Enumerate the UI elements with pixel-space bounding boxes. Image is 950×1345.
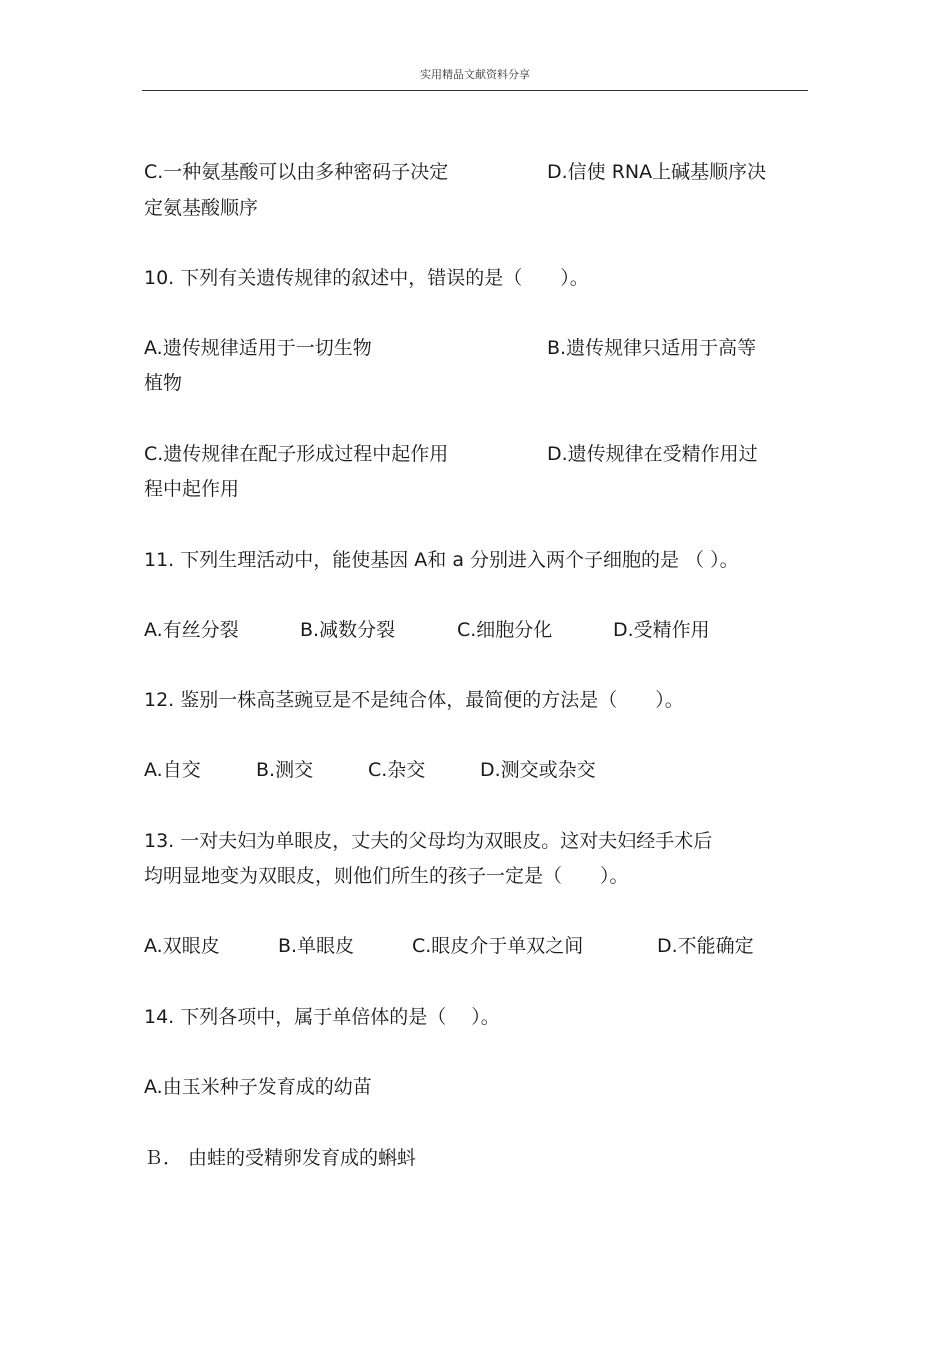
q11-option-d: D.受精作用 bbox=[613, 619, 710, 641]
q10-option-c: C.遗传规律在配子形成过程中起作用 bbox=[144, 443, 449, 465]
q11-option-a: A.有丝分裂 bbox=[144, 619, 239, 641]
q13-option-d: D.不能确定 bbox=[657, 935, 754, 957]
q10-stem: 10. 下列有关遗传规律的叙述中，错误的是（ ）。 bbox=[144, 267, 589, 289]
q9-option-d: D.信使 RNA上碱基顺序决 bbox=[547, 161, 767, 183]
q11-option-b: B.减数分裂 bbox=[300, 619, 396, 641]
q14-stem: 14. 下列各项中，属于单倍体的是（ ）。 bbox=[144, 1006, 500, 1028]
q12-option-c: C.杂交 bbox=[368, 759, 426, 781]
q9-option-c: C.一种氨基酸可以由多种密码子决定 bbox=[144, 161, 449, 183]
q10-option-a: A.遗传规律适用于一切生物 bbox=[144, 337, 372, 359]
q14-option-a: A.由玉米种子发育成的幼苗 bbox=[144, 1076, 372, 1098]
header-title: 实用精品文献资料分享 bbox=[420, 68, 530, 81]
q12-option-b: B.测交 bbox=[256, 759, 314, 781]
header-rule bbox=[142, 90, 808, 91]
q11-option-c: C.细胞分化 bbox=[457, 619, 553, 641]
q13-stem-line1: 13. 一对夫妇为单眼皮，丈夫的父母均为双眼皮。这对夫妇经手术后 bbox=[144, 830, 713, 852]
q10-option-d-cont: 程中起作用 bbox=[144, 478, 240, 500]
q12-option-a: A.自交 bbox=[144, 759, 201, 781]
q11-stem: 11. 下列生理活动中，能使基因 A和 a 分别进入两个子细胞的是 （ ）。 bbox=[144, 549, 739, 571]
q9-option-d-cont: 定氨基酸顺序 bbox=[144, 197, 259, 219]
q13-stem-line2: 均明显地变为双眼皮，则他们所生的孩子一定是（ ）。 bbox=[144, 865, 629, 887]
q12-option-d: D.测交或杂交 bbox=[480, 759, 596, 781]
q10-option-d: D.遗传规律在受精作用过 bbox=[547, 443, 758, 465]
q10-option-b: B.遗传规律只适用于高等 bbox=[547, 337, 757, 359]
q13-option-c: C.眼皮介于单双之间 bbox=[412, 935, 584, 957]
q13-option-b: B.单眼皮 bbox=[278, 935, 355, 957]
q10-option-b-cont: 植物 bbox=[144, 372, 183, 394]
q14-option-b: Ｂ． 由蛙的受精卵发育成的蝌蚪 bbox=[144, 1147, 417, 1169]
q12-stem: 12. 鉴别一株高茎豌豆是不是纯合体，最简便的方法是（ ）。 bbox=[144, 689, 684, 711]
q13-option-a: A.双眼皮 bbox=[144, 935, 220, 957]
